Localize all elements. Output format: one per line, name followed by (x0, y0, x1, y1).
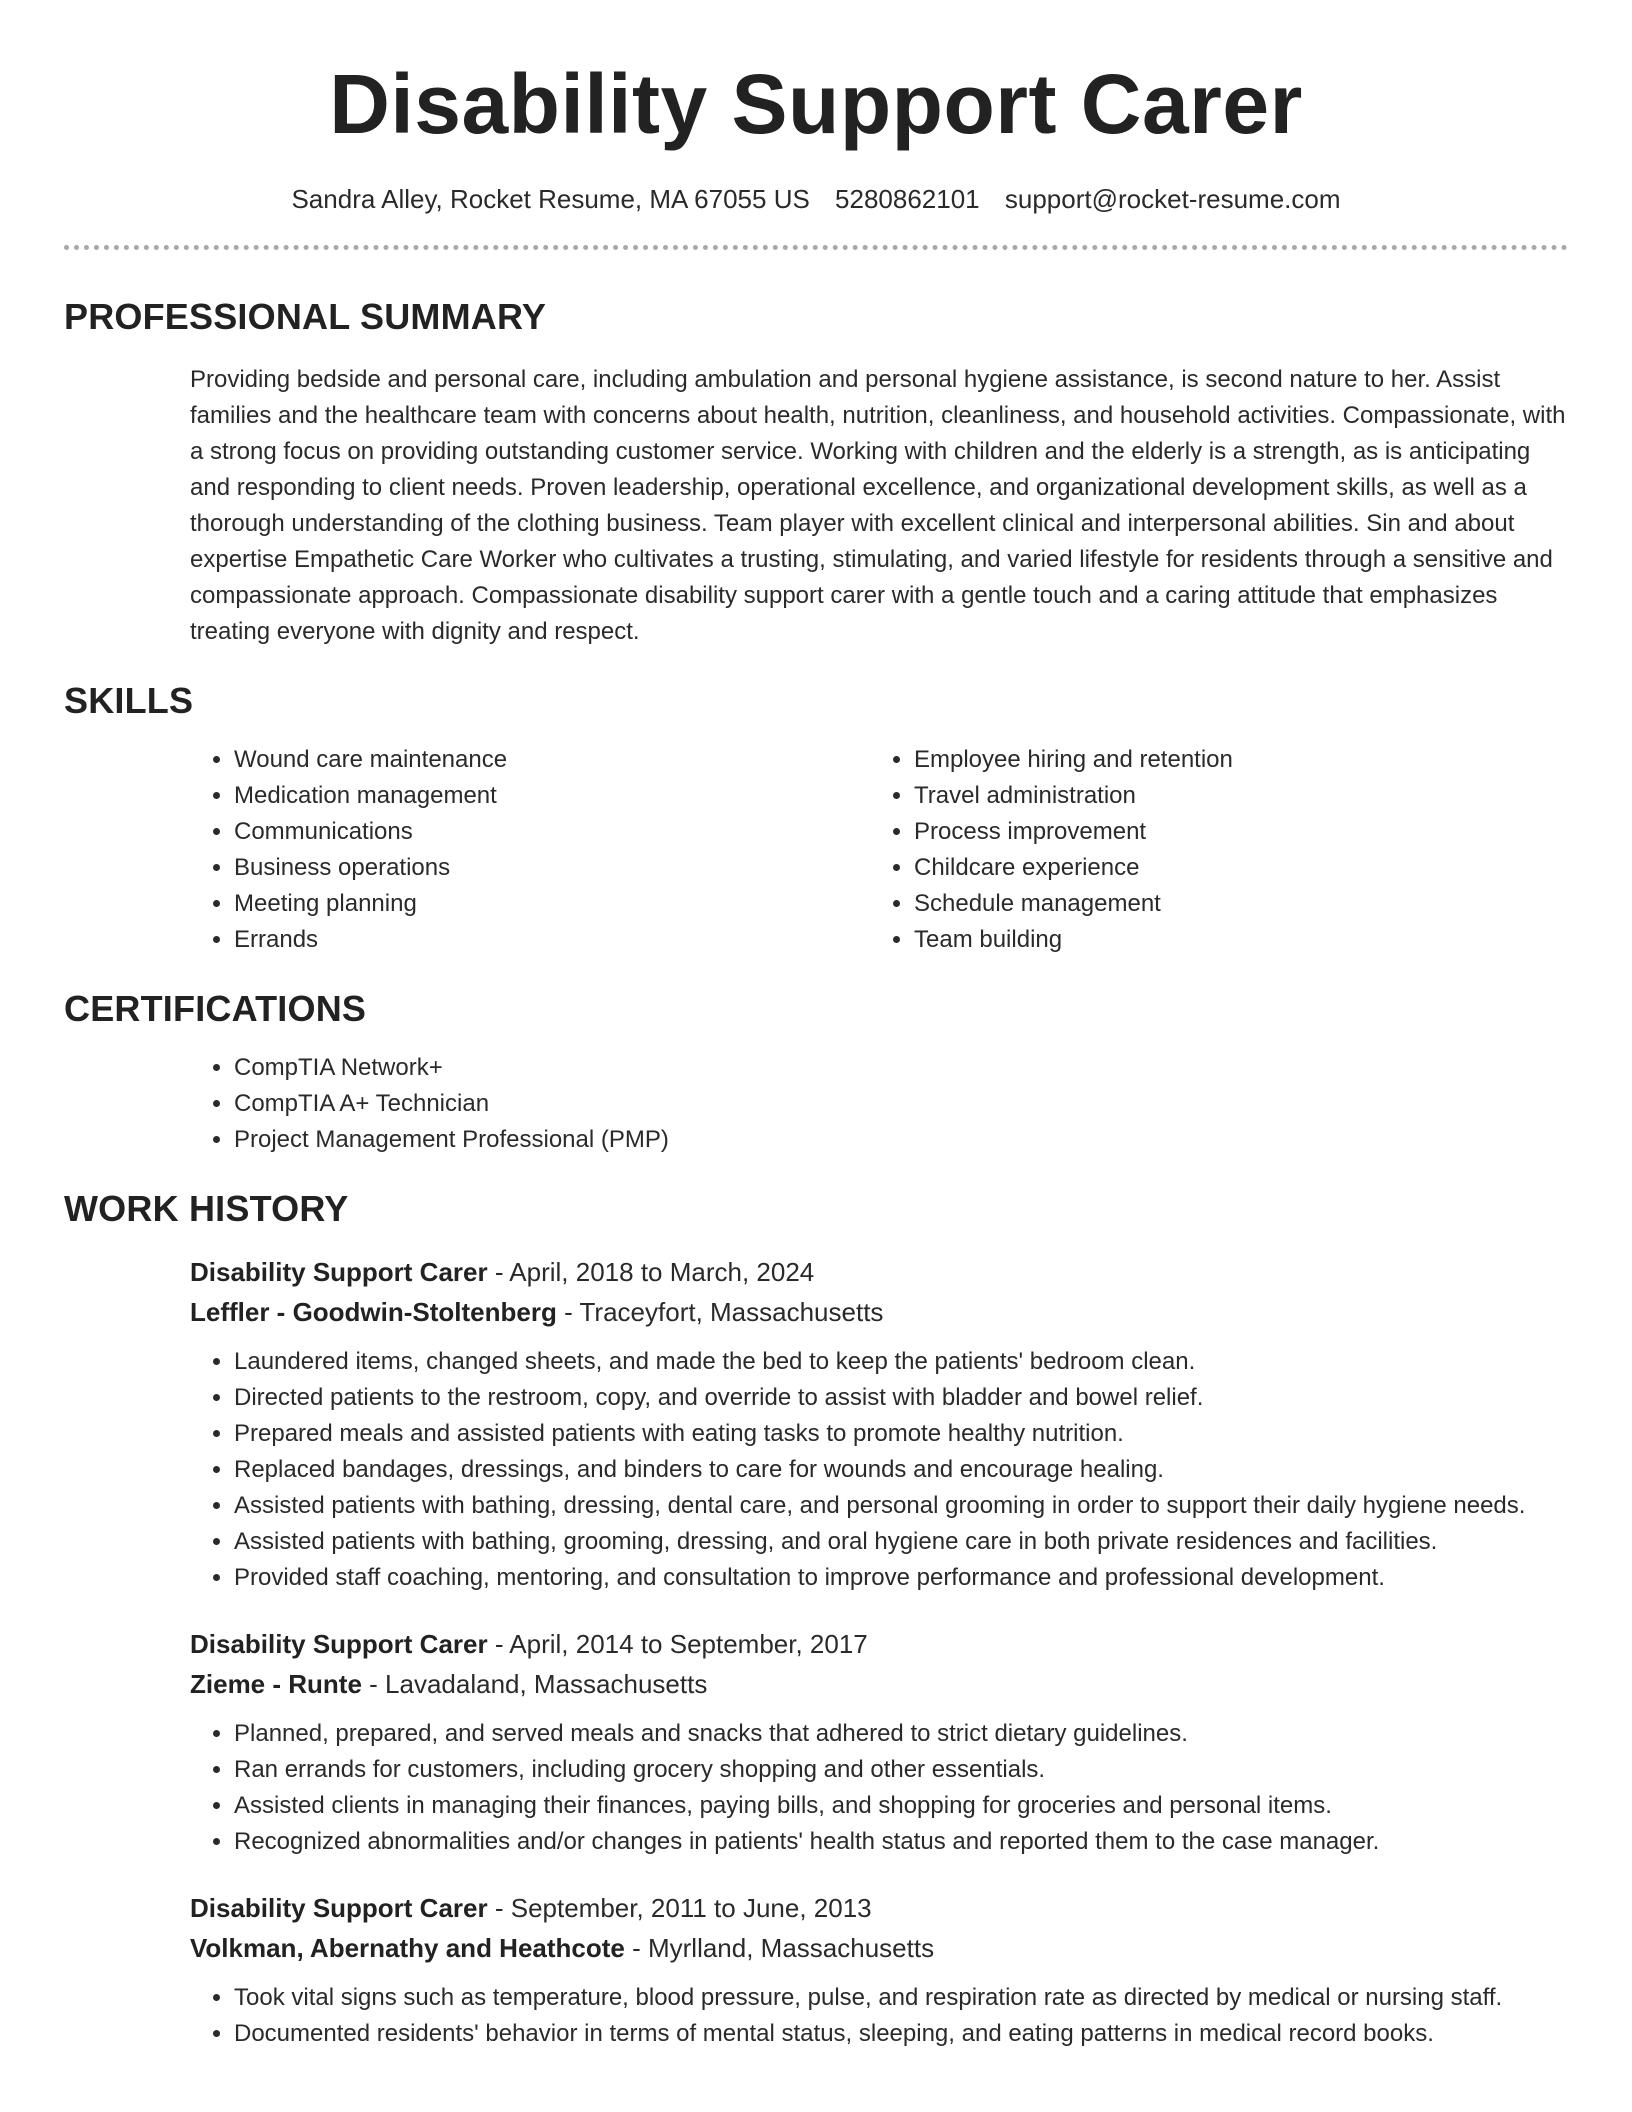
job-bullet: • Took vital signs such as temperature, blood pressure, pulse, and respiration rate as directed by medical or nursing staff. (234, 1980, 1568, 2016)
skill-item: • Business operations (234, 850, 870, 886)
job-company-line (190, 1292, 1568, 1332)
section-title-work-history: WORK HISTORY (64, 1188, 349, 1229)
skill-item: • Team building (914, 922, 1550, 958)
job-bullet: • Directed patients to the restroom, copy, and override to assist with bladder and bowel relief. (234, 1380, 1568, 1416)
skill-item: • Process improvement (914, 814, 1550, 850)
header-divider (64, 245, 1568, 250)
skills-column-left (190, 742, 870, 958)
section-certifications (64, 988, 1568, 1158)
job-bullet: • Assisted patients with bathing, grooming, dressing, and oral hygiene care in both private residences and facilities. (234, 1524, 1568, 1560)
job-company: Zieme - Runte (190, 1669, 362, 1699)
certification-item: • CompTIA A+ Technician (234, 1086, 1568, 1122)
summary-text: Providing bedside and personal care, including ambulation and personal hygiene assistance, is second nature to her. Assist families and the healthcare team with concerns about health, nutrition, cleanliness, and household activities. Compassionate, with a strong focus on providing outstanding customer service. Working with children and the elderly is a strength, as is anticipating and responding to client needs. Proven leadership, operational excellence, and organizational development skills, as well as a thorough understanding of the clothing business. Team player with excellent clinical and interpersonal abilities. Sin and about expertise Empathetic Care Worker who cultivates a trusting, stimulating, and varied lifestyle for residents through a sensitive and compassionate approach. Compassionate disability support carer with a gentle touch and a caring attitude that emphasizes treating everyone with dignity and respect. (190, 366, 1566, 645)
job-entry (190, 1252, 1568, 1596)
job-title-line (190, 1624, 1568, 1664)
job-title-line (190, 1888, 1568, 1928)
job-entry (190, 1888, 1568, 2052)
job-bullet: • Replaced bandages, dressings, and binders to care for wounds and encourage healing. (234, 1452, 1568, 1488)
section-title-skills: SKILLS (64, 680, 194, 721)
resume-name: Disability Support Carer (329, 57, 1303, 151)
job-dates: - September, 2011 to June, 2013 (487, 1893, 872, 1923)
skills-grid (190, 742, 1568, 958)
job-bullet: • Ran errands for customers, including grocery shopping and other essentials. (234, 1752, 1568, 1788)
job-company-line (190, 1664, 1568, 1704)
section-title-summary: PROFESSIONAL SUMMARY (64, 296, 547, 337)
job-role: Disability Support Carer (190, 1629, 488, 1659)
skill-item: • Communications (234, 814, 870, 850)
certification-item: • Project Management Professional (PMP) (234, 1122, 1568, 1158)
job-bullet: • Prepared meals and assisted patients with eating tasks to promote healthy nutrition. (234, 1416, 1568, 1452)
job-bullet: • Recognized abnormalities and/or changes in patients' health status and reported them to the case manager. (234, 1824, 1568, 1860)
contact-phone: 5280862101 (835, 184, 980, 214)
job-bullet: • Assisted clients in managing their finances, paying bills, and shopping for groceries and personal items. (234, 1788, 1568, 1824)
skill-item: • Schedule management (914, 886, 1550, 922)
job-bullet: • Planned, prepared, and served meals and snacks that adhered to strict dietary guidelines. (234, 1716, 1568, 1752)
job-role: Disability Support Carer (190, 1257, 488, 1287)
job-location: - Traceyfort, Massachusetts (556, 1297, 884, 1327)
certification-item: • CompTIA Network+ (234, 1050, 1568, 1086)
job-title-line (190, 1252, 1568, 1292)
contact-line (64, 184, 1568, 215)
job-role: Disability Support Carer (190, 1893, 488, 1923)
section-work-history (64, 1188, 1568, 2052)
contact-email: support@rocket-resume.com (1004, 184, 1341, 214)
skill-item: • Wound care maintenance (234, 742, 870, 778)
skill-item: • Travel administration (914, 778, 1550, 814)
job-location: - Myrlland, Massachusetts (624, 1933, 935, 1963)
certifications-body (190, 1050, 1568, 1158)
job-bullet: • Assisted patients with bathing, dressing, dental care, and personal grooming in order to support their daily hygiene needs. (234, 1488, 1568, 1524)
job-company: Volkman, Abernathy and Heathcote (190, 1933, 625, 1963)
job-dates: - April, 2014 to September, 2017 (487, 1629, 868, 1659)
section-professional-summary (64, 296, 1568, 650)
skill-item: • Employee hiring and retention (914, 742, 1550, 778)
skill-item: • Childcare experience (914, 850, 1550, 886)
skill-item: • Meeting planning (234, 886, 870, 922)
skill-item: • Errands (234, 922, 870, 958)
job-bullet: • Provided staff coaching, mentoring, and consultation to improve performance and professional development. (234, 1560, 1568, 1596)
job-company: Leffler - Goodwin-Stoltenberg (190, 1297, 557, 1327)
skills-column-right (870, 742, 1550, 958)
job-entry (190, 1624, 1568, 1860)
section-skills (64, 680, 1568, 958)
contact-address: Sandra Alley, Rocket Resume, MA 67055 US (291, 184, 810, 214)
job-bullet: • Laundered items, changed sheets, and made the bed to keep the patients' bedroom clean. (234, 1344, 1568, 1380)
skill-item: • Medication management (234, 778, 870, 814)
section-title-certifications: CERTIFICATIONS (64, 988, 367, 1029)
job-dates: - April, 2018 to March, 2024 (487, 1257, 815, 1287)
job-bullet: • Documented residents' behavior in terms of mental status, sleeping, and eating patterns in medical record books. (234, 2016, 1568, 2052)
job-location: - Lavadaland, Massachusetts (361, 1669, 708, 1699)
job-company-line (190, 1928, 1568, 1968)
